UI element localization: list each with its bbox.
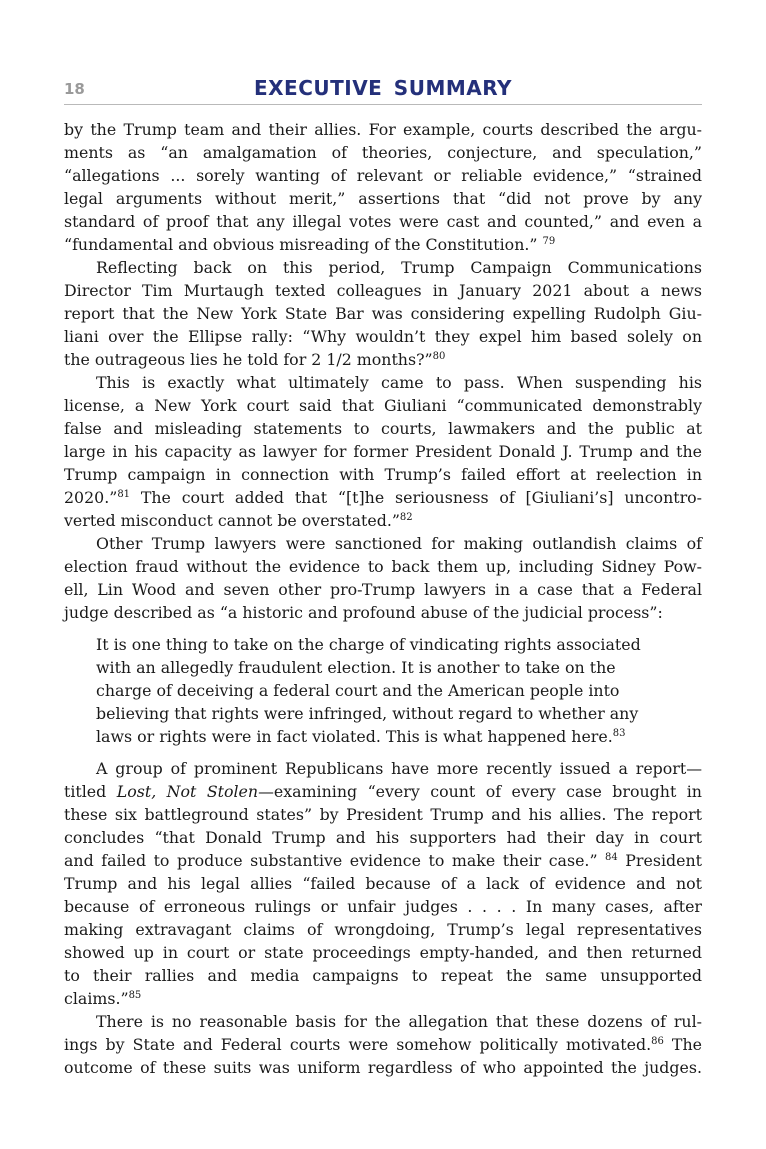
text-span: 2020.” [64, 488, 118, 507]
text-line [64, 233, 702, 256]
text-line: There is no reasonable basis for the allegation that these dozens of rul- [96, 1012, 702, 1031]
text-line: election fraud without the evidence to back them up, including Sidney Pow- [64, 557, 702, 576]
text-line: Director Tim Murtaugh texted colleagues in January 2021 about a news [64, 281, 702, 300]
report-title: Lost, Not Stolen [116, 782, 259, 801]
footnote-ref: 80 [432, 351, 446, 362]
text-line: Other Trump lawyers were sanctioned for making outlandish claims of [96, 534, 702, 553]
text-line [64, 987, 702, 1010]
text-line [64, 486, 702, 509]
text-line: showed up in court or state proceedings empty-handed, and then returned [64, 943, 702, 962]
footnote-ref: 81 [117, 489, 131, 500]
text-line: to their rallies and media campaigns to repeat the same unsupported [64, 966, 702, 985]
text-line: Reflecting back on this period, Trump Campaign Communications [96, 258, 702, 277]
paragraph [64, 757, 702, 1010]
text-line: standard of proof that any illegal votes were cast and counted,” and even a [64, 212, 702, 231]
text-span: —examining “every count of every case brought in [258, 782, 702, 801]
quote-line: believing that rights were infringed, without regard to whether any [96, 704, 639, 723]
page-number: 18 [64, 80, 85, 98]
text-span: laws or rights were in fact violated. This is what happened here. [96, 727, 613, 746]
text-line: license, a New York court said that Giuliani “communicated demonstrably [64, 396, 702, 415]
page-header [64, 76, 702, 105]
text-line: “allegations ... sorely wanting of relevant or reliable evidence,” “strained [64, 166, 702, 185]
text-line: judge described as “a historic and profound abuse of the judicial process”: [64, 603, 663, 622]
text-line: ments as “an amalgamation of theories, conjecture, and speculation,” [64, 143, 702, 162]
text-line: because of erroneous rulings or unfair judges . . . . In many cases, after [64, 897, 702, 916]
text-span: ings by State and Federal courts were somehow politically motivated. [64, 1035, 652, 1054]
text-span: titled [64, 782, 117, 801]
block-quote [96, 633, 664, 748]
quote-line: charge of deceiving a federal court and the American people into [96, 681, 620, 700]
text-span: verted misconduct cannot be overstated.” [64, 511, 400, 530]
footnote-ref: 82 [399, 512, 413, 523]
footnote-ref: 84 [605, 852, 618, 863]
paragraph [64, 118, 702, 256]
running-title: EXECUTIVE SUMMARY [253, 76, 513, 100]
text-line: outcome of these suits was uniform regardless of who appointed the judges. [64, 1058, 702, 1077]
text-line: ell, Lin Wood and seven other pro-Trump lawyers in a case that a Federal [64, 580, 702, 599]
text-line: This is exactly what ultimately came to pass. When suspending his [96, 373, 702, 392]
footnote-ref: 85 [128, 990, 142, 1001]
text-line [64, 780, 702, 803]
text-line: Trump and his legal allies “failed because of a lack of evidence and not [64, 874, 702, 893]
text-line [64, 348, 702, 371]
footnote-ref: 86 [651, 1036, 664, 1047]
paragraph [64, 532, 702, 624]
text-span: and failed to produce substantive evidence to make their case.” [64, 851, 598, 870]
quote-line [96, 725, 664, 748]
quote-line: with an allegedly fraudulent election. It is another to take on the [96, 658, 616, 677]
text-span: the outrageous lies he told for 2 1/2 months?” [64, 350, 433, 369]
text-span: President [617, 851, 702, 870]
text-line: false and misleading statements to courts, lawmakers and the public at [64, 419, 702, 438]
text-line: report that the New York State Bar was considering expelling Rudolph Giu- [64, 304, 702, 323]
text-span: “fundamental and obvious misreading of the Constitution.” [64, 235, 538, 254]
text-line [64, 1033, 702, 1056]
text-line: concludes “that Donald Trump and his supporters had their day in court [64, 828, 702, 847]
footnote-ref: 79 [542, 236, 556, 247]
paragraph [64, 1010, 702, 1079]
text-line: making extravagant claims of wrongdoing, Trump’s legal representatives [64, 920, 702, 939]
text-line [64, 849, 702, 872]
text-span: The court added that “[t]he seriousness of [Giuliani’s] uncontro- [130, 488, 702, 507]
text-span: The [663, 1035, 702, 1054]
footnote-ref: 83 [612, 728, 626, 739]
text-line: large in his capacity as lawyer for former President Donald J. Trump and the [64, 442, 702, 461]
text-span: claims.” [64, 989, 129, 1008]
text-line: liani over the Ellipse rally: “Why wouldn’t they expel him based solely on [64, 327, 702, 346]
text-line: legal arguments without merit,” assertions that “did not prove by any [64, 189, 702, 208]
text-line [64, 509, 702, 532]
body-text [64, 118, 702, 1079]
paragraph [64, 371, 702, 532]
text-line: Trump campaign in connection with Trump’s failed effort at reelection in [64, 465, 702, 484]
text-line: these six battleground states” by President Trump and his allies. The report [64, 805, 702, 824]
paragraph [64, 256, 702, 371]
text-line: A group of prominent Republicans have more recently issued a report— [96, 759, 702, 778]
quote-line: It is one thing to take on the charge of vindicating rights associated [96, 635, 641, 654]
text-line: by the Trump team and their allies. For example, courts described the argu- [64, 120, 702, 139]
